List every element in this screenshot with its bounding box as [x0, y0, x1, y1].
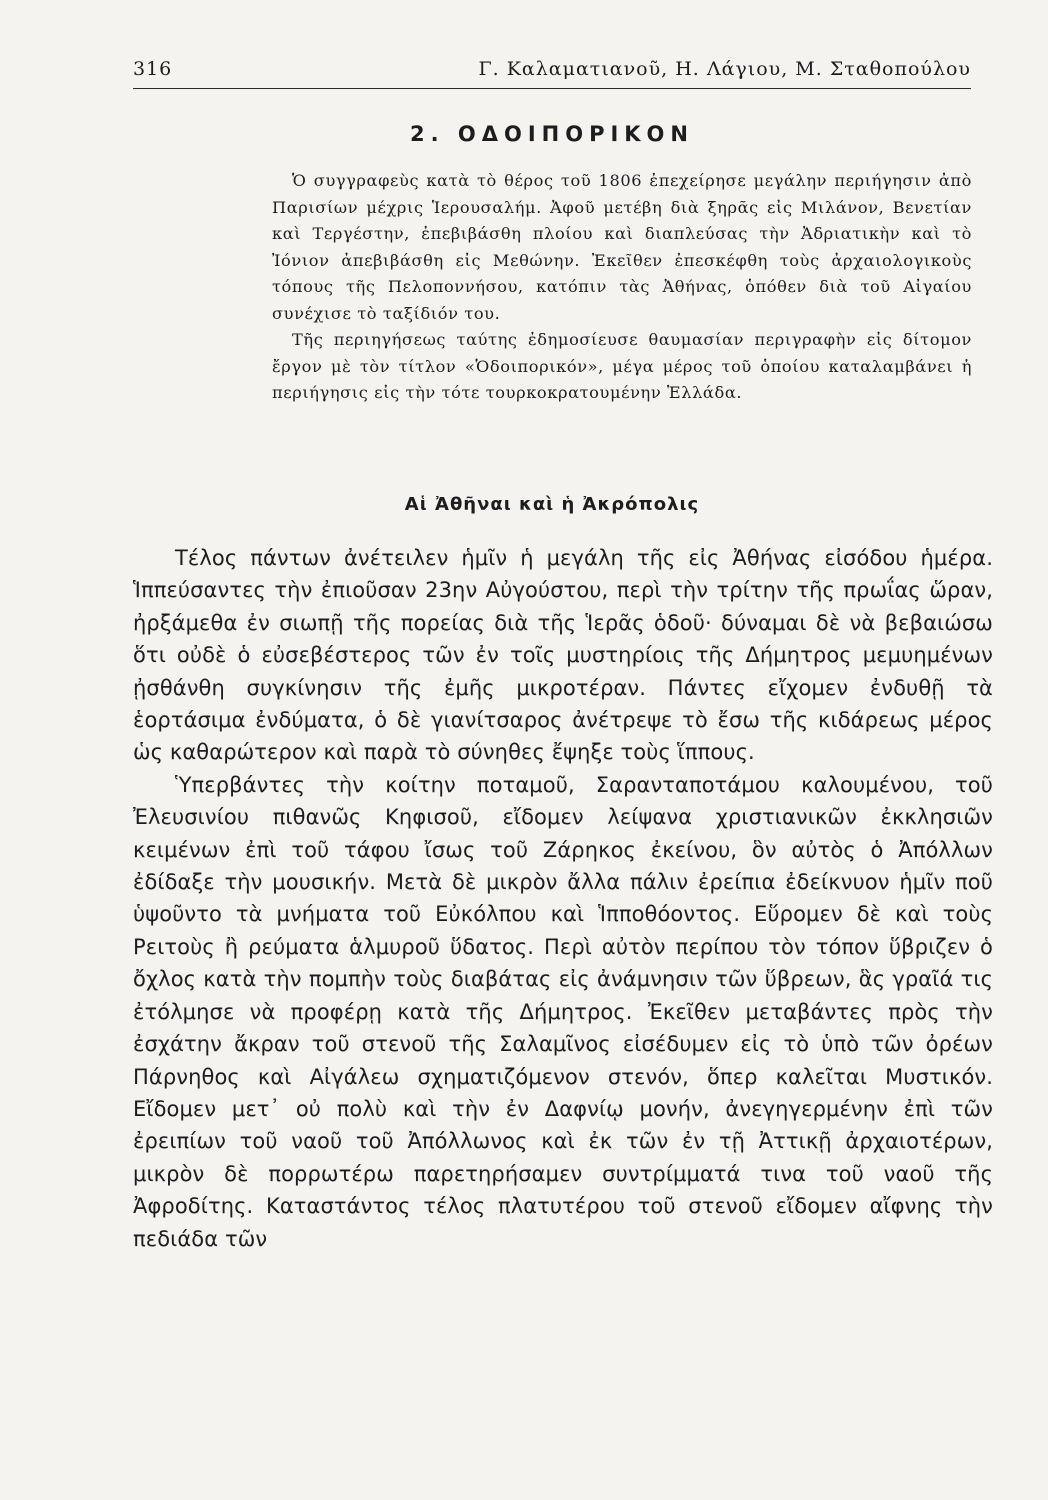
body-paragraph: Ὑπερβάντες τὴν κοίτην ποταμοῦ, Σαρανταποτάμου καλουμένου, τοῦ Ἐλευσινίου πιθανῶς Κηφισοῦ, εἴδομεν λείψανα χριστιανικῶν ἐκκλησιῶν κειμένων ἐπὶ τοῦ τάφου ἴσως τοῦ Ζάρηκος ἐκείνου, ὃν αὐτὸς ὁ Ἀπόλλων ἐδίδαξε τὴν μουσικήν. Μετὰ δὲ μικρὸν ἄλλα πάλιν ἐρείπια ἐδείκνυον ἡμῖν ποῦ ὑψοῦντο τὰ μνήματα τοῦ Εὐκόλπου καὶ Ἱπποθόοντος. Εὕρομεν δὲ καὶ τοὺς Ρειτοὺς ἢ ρεύματα ἁλμυροῦ ὕδατος. Περὶ αὐτὸν περίπου τὸν τόπον ὕβριζεν ὁ ὄχλος κατὰ τὴν πομπὴν τοὺς διαβάτας εἰς ἀνάμνησιν τῶν ὕβρεων, ἃς γραῖά τις ἐτόλμησε νὰ προφέρῃ κατὰ τῆς Δήμητρος. Ἐκεῖθεν μεταβάντες πρὸς τὴν ἐσχάτην ἄκραν τοῦ στενοῦ τῆς Σαλαμῖνος εἰσέδυμεν εἰς τὸ ὑπὸ τῶν ὀρέων Πάρνηθος καὶ Αἰγάλεω σχηματιζόμενον στενόν, ὅπερ καλεῖται Μυστικόν. Εἴδομεν μετ᾽ οὐ πολὺ καὶ τὴν ἐν Δαφνίῳ μονήν, ἀνεγηγερμένην ἐπὶ τῶν ἐρειπίων τοῦ ναοῦ τοῦ Ἀπόλλωνος καὶ ἐκ τῶν ἐν τῇ Ἀττικῇ ἀρχαιοτέρων, μικρὸν δὲ πορρωτέρω παρετηρήσαμεν συντρίμματά τινα τοῦ ναοῦ τῆς Ἀφροδίτης. Καταστάντος τέλος πλατυτέρου τοῦ στενοῦ εἴδομεν αἴφνης τὴν πεδιάδα τῶν: [133, 772, 993, 1251]
subheading: Αἱ Ἀθῆναι καὶ ἡ Ἀκρόπολις: [404, 494, 700, 515]
header-rule: [133, 88, 971, 89]
running-head: Γ. Καλαματιανοῦ, Η. Λάγιου, Μ. Σταθοπούλου: [478, 58, 971, 80]
body-paragraph: Τέλος πάντων ἀνέτειλεν ἡμῖν ἡ μεγάλη τῆς εἰς Ἀθήνας εἰσόδου ἡμέρα. Ἱππεύσαντες τὴν ἐπιοῦσαν 23ην Αὐγούστου, περὶ τὴν τρίτην τῆς πρωΐας ὥραν, ἠρξάμεθα ἐν σιωπῇ τῆς πορείας διὰ τῆς Ἱερᾶς ὁδοῦ· δύναμαι δὲ νὰ βεβαιώσω ὅτι οὐδὲ ὁ εὐσεβέστερος τῶν ἐν τοῖς μυστηρίοις τῆς Δήμητρος μεμυημένων ᾐσθάνθη συγκίνησιν τῆς ἐμῆς μικροτέραν. Πάντες εἴχομεν ἐνδυθῇ τὰ ἑορτάσιμα ἐνδύματα, ὁ δὲ γιανίτσαρος ἀνέτρεψε τὸ ἔσω τῆς κιδάρεως μέρος ὡς καθαρώτερον καὶ παρὰ τὸ σύνηθες ἔψηξε τοὺς ἵππους.: [133, 546, 993, 765]
intro-paragraph: Ὁ συγγραφεὺς κατὰ τὸ θέρος τοῦ 1806 ἐπεχείρησε μεγάλην περιήγησιν ἀπὸ Παρισίων μέχρις Ἱερουσαλήμ. Ἀφοῦ μετέβη διὰ ξηρᾶς εἰς Μιλάνον, Βενετίαν καὶ Τεργέστην, ἐπεβιβάσθη πλοίου καὶ διαπλεύσας τὴν Ἀδριατικὴν καὶ τὸ Ἰόνιον ἀπεβιβάσθη εἰς Μεθώνην. Ἐκεῖθεν ἐπεσκέφθη τοὺς ἀρχαιολογικοὺς τόπους τῆς Πελοποννήσου, κατόπιν τὰς Ἀθήνας, ὁπόθεν διὰ τοῦ Αἰγαίου συνέχισε τὸ ταξίδιόν του.: [272, 171, 972, 323]
page-number: 316: [133, 58, 173, 80]
main-text: [133, 542, 993, 1255]
intro-paragraph: Τῆς περιηγήσεως ταύτης ἐδημοσίευσε θαυμασίαν περιγραφὴν εἰς δίτομον ἔργον μὲ τὸν τίτλον «Ὁδοιπορικόν», μέγα μέρος τοῦ ὁποίου καταλαμβάνει ἡ περιήγησις εἰς τὴν τότε τουρκοκρατουμένην Ἑλλάδα.: [272, 330, 972, 402]
page-header: [133, 48, 971, 88]
section-title: 2. ΟΔΟΙΠΟΡΙΚΟΝ: [409, 122, 694, 146]
intro-text: [272, 168, 972, 407]
